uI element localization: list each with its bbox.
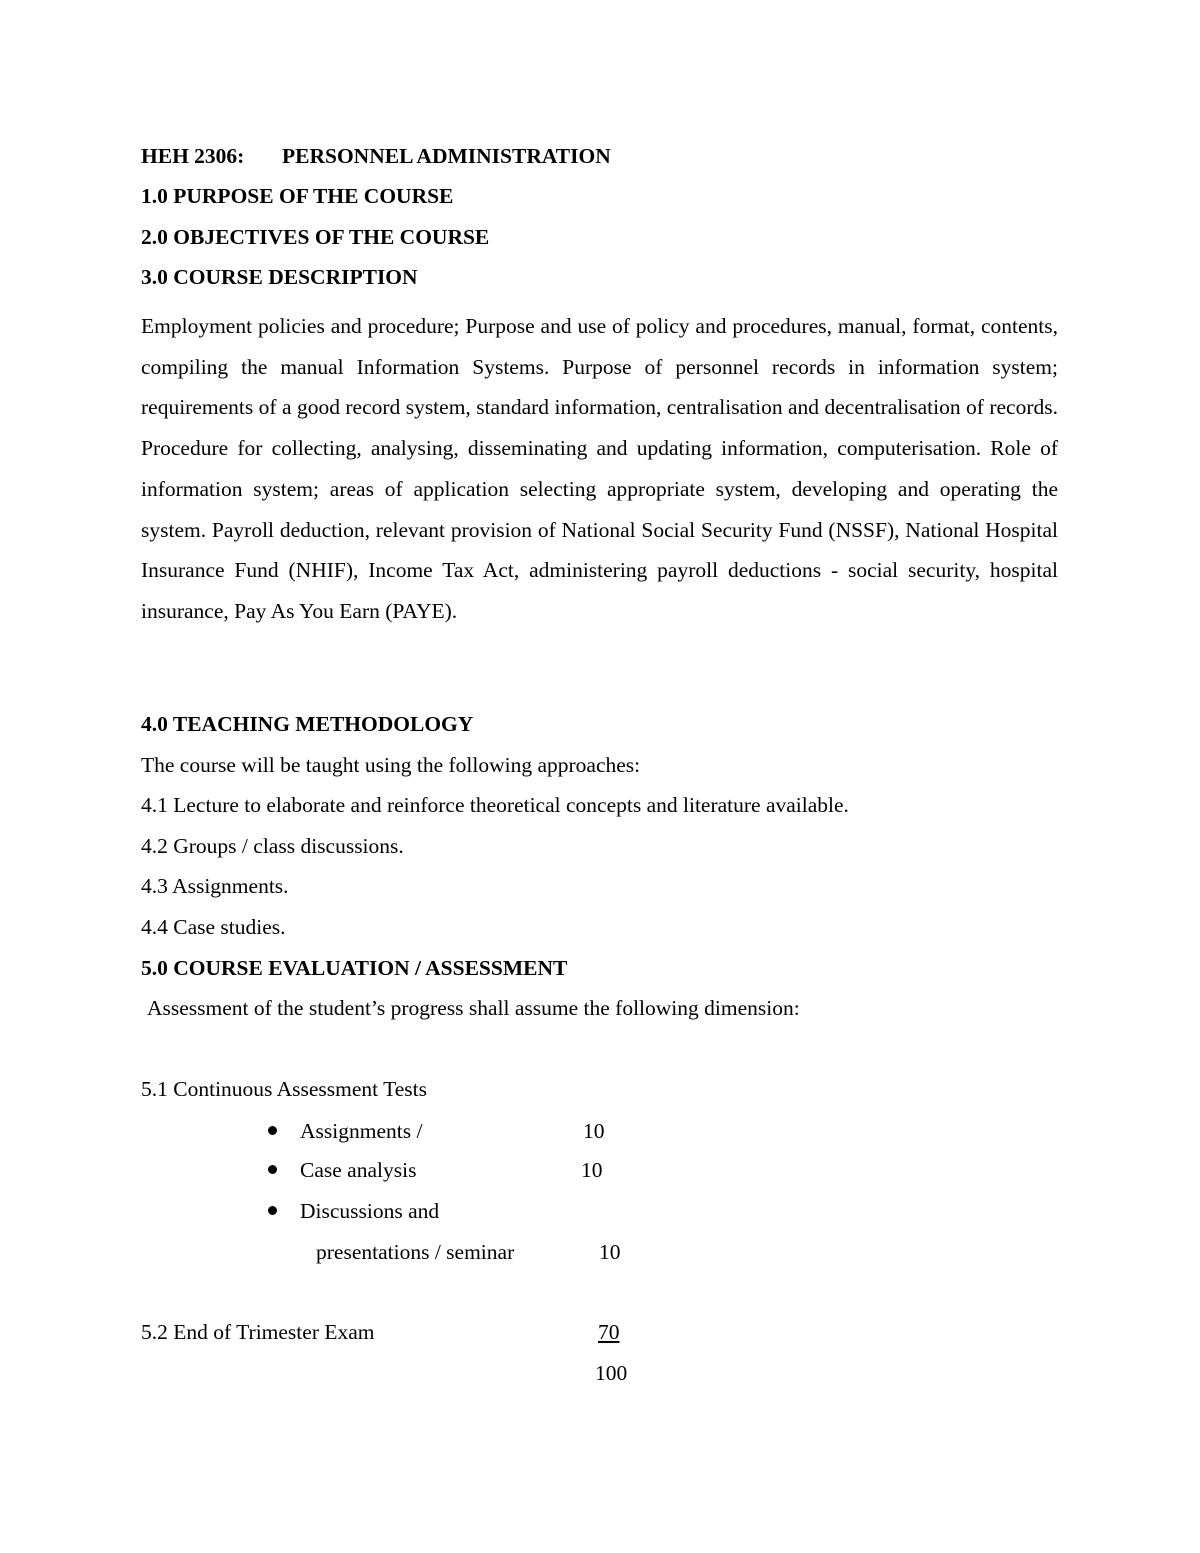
teaching-item: 4.4 Case studies.	[141, 915, 286, 939]
teaching-item: 4.1 Lecture to elaborate and reinforce theoretical concepts and literature available.	[141, 793, 849, 817]
course-title	[141, 146, 611, 168]
objectives-heading: 2.0 OBJECTIVES OF THE COURSE	[141, 225, 490, 249]
cat-item-score: 10	[599, 1240, 621, 1264]
evaluation-intro: Assessment of the student’s progress shall assume the following dimension:	[147, 996, 800, 1020]
teaching-item: 4.2 Groups / class discussions.	[141, 834, 404, 858]
cat-heading: 5.1 Continuous Assessment Tests	[141, 1077, 427, 1101]
bullet-icon	[268, 1206, 277, 1215]
course-code: HEH 2306:	[141, 144, 245, 168]
total-score: 100	[595, 1361, 628, 1385]
cat-item-score: 10	[581, 1158, 603, 1182]
cat-item-label: Case analysis	[300, 1158, 417, 1182]
bullet-icon	[268, 1126, 277, 1135]
evaluation-heading: 5.0 COURSE EVALUATION / ASSESSMENT	[141, 956, 568, 980]
description-paragraph: Employment policies and procedure; Purpose and use of policy and procedures, manual, format, contents, compiling the manual Information Systems. Purpose of personnel records in information system; requirements of a good record system, standard information, centralisation and decentralisation of records. Procedure for collecting, analysing, disseminating and updating information, computerisation. Role of information system; areas of application selecting appropriate system, developing and operating the system. Payroll deduction, relevant provision of National Social Security Fund (NSSF), National Hospital Insurance Fund (NHIF), Income Tax Act, administering payroll deductions - social security, hospital insurance, Pay As You Earn (PAYE).	[141, 314, 1058, 623]
cat-item-label-continued: presentations / seminar	[316, 1240, 515, 1264]
exam-score: 70	[598, 1320, 620, 1344]
cat-item-score: 10	[583, 1119, 605, 1143]
exam-label: 5.2 End of Trimester Exam	[141, 1320, 375, 1344]
cat-item-label: Assignments /	[300, 1119, 423, 1143]
bullet-icon	[268, 1165, 277, 1174]
teaching-heading: 4.0 TEACHING METHODOLOGY	[141, 712, 474, 736]
teaching-item: 4.3 Assignments.	[141, 874, 289, 898]
description-heading: 3.0 COURSE DESCRIPTION	[141, 265, 418, 289]
cat-item-label: Discussions and	[300, 1199, 440, 1223]
purpose-heading: 1.0 PURPOSE OF THE COURSE	[141, 184, 454, 208]
course-name: PERSONNEL ADMINISTRATION	[282, 144, 611, 168]
teaching-intro: The course will be taught using the following approaches:	[141, 753, 641, 777]
